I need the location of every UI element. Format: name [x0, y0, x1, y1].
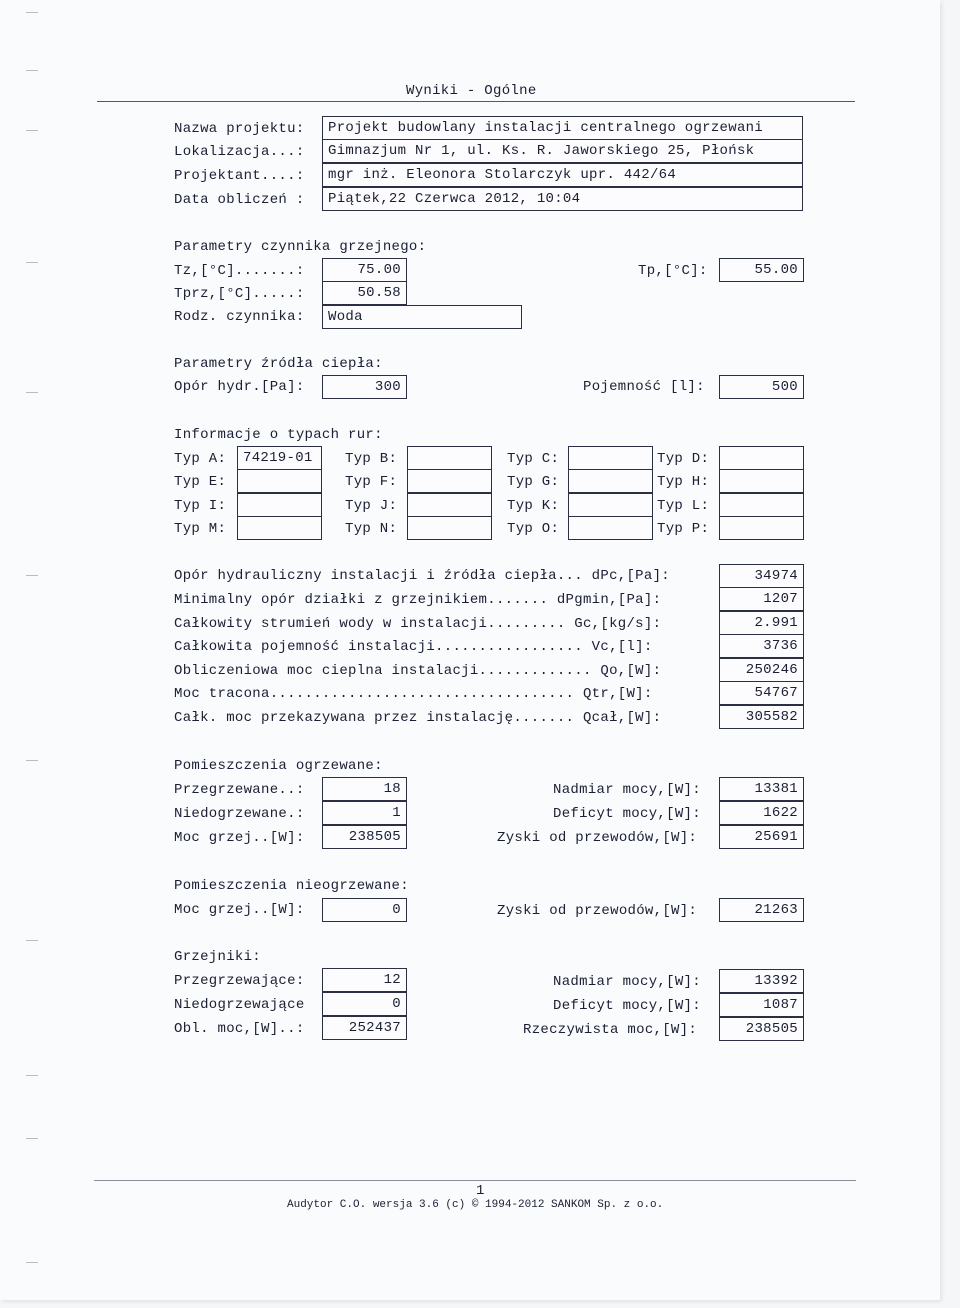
unheated-heading: Pomieszczenia nieogrzewane:	[174, 878, 409, 894]
pipe-type-field	[719, 446, 804, 470]
radiators-value: 252437	[322, 1016, 407, 1040]
calc-date-label: Data obliczeń :	[174, 192, 305, 208]
pipe-type-label: Typ P:	[657, 521, 710, 537]
margin-mark	[26, 575, 38, 576]
source-heading: Parametry źródła ciepła:	[174, 356, 383, 372]
result-value: 1207	[719, 587, 804, 611]
pipe-type-field	[568, 516, 653, 540]
heated-right-label: Deficyt mocy,[W]:	[553, 806, 701, 822]
heated-value: 1	[322, 801, 407, 825]
title-divider	[97, 101, 855, 102]
pipe-type-field	[237, 516, 322, 540]
pipe-type-label: Typ L:	[657, 498, 710, 514]
heated-right-value: 1622	[719, 801, 804, 825]
pipe-type-label: Typ B:	[345, 451, 398, 467]
pipe-type-label: Typ C:	[507, 451, 560, 467]
radiators-label: Przegrzewające:	[174, 973, 305, 989]
pipe-type-field	[407, 446, 492, 470]
pipe-type-label: Typ N:	[345, 521, 398, 537]
project-location-label: Lokalizacja...:	[174, 144, 305, 160]
project-location-field: Gimnazjum Nr 1, ul. Ks. R. Jaworskiego 25, Płońsk	[322, 139, 803, 163]
result-label: Całk. moc przekazywana przez instalację....... Qcał,[W]:	[174, 710, 662, 726]
radiators-right-label: Deficyt mocy,[W]:	[553, 998, 701, 1014]
radiators-value: 12	[322, 968, 407, 992]
radiators-right-label: Nadmiar mocy,[W]:	[553, 974, 701, 990]
software-credit: Audytor C.O. wersja 3.6 (c) © 1994-2012 SANKOM Sp. z o.o.	[287, 1199, 664, 1211]
pipe-type-field	[407, 469, 492, 493]
margin-mark	[26, 1138, 38, 1139]
pipe-type-field	[719, 516, 804, 540]
pipe-type-label: Typ D:	[657, 451, 710, 467]
margin-mark	[26, 262, 38, 263]
pipe-type-field: 74219-01	[237, 446, 322, 470]
heated-right-label: Nadmiar mocy,[W]:	[553, 782, 701, 798]
project-designer-label: Projektant....:	[174, 168, 305, 184]
margin-mark	[26, 1262, 38, 1263]
pipe-type-label: Typ F:	[345, 474, 398, 490]
result-label: Minimalny opór działki z grzejnikiem....... dPgmin,[Pa]:	[174, 592, 662, 608]
source-capacity-label: Pojemność [l]:	[583, 379, 705, 395]
pipe-type-label: Typ I:	[174, 498, 227, 514]
margin-mark	[26, 70, 38, 71]
source-capacity-field: 500	[719, 375, 804, 399]
heated-label: Przegrzewane..:	[174, 782, 305, 798]
result-value: 305582	[719, 705, 804, 729]
result-value: 2.991	[719, 611, 804, 635]
result-value: 250246	[719, 658, 804, 682]
page-title: Wyniki - Ogólne	[406, 83, 537, 99]
margin-mark	[26, 130, 38, 131]
pipe-type-field	[407, 516, 492, 540]
source-resistance-label: Opór hydr.[Pa]:	[174, 379, 305, 395]
radiators-right-value: 1087	[719, 993, 804, 1017]
unheated-power-field: 0	[322, 898, 407, 922]
radiators-label: Niedogrzewające	[174, 997, 305, 1013]
result-label: Całkowity strumień wody w instalacji......... Gc,[kg/s]:	[174, 616, 662, 632]
source-resistance-field: 300	[322, 375, 407, 399]
margin-mark	[26, 12, 38, 13]
pipe-type-field	[719, 469, 804, 493]
project-designer-field: mgr inż. Eleonora Stolarczyk upr. 442/64	[322, 163, 803, 187]
medium-type-label: Rodz. czynnika:	[174, 309, 305, 325]
unheated-power-label: Moc grzej..[W]:	[174, 902, 305, 918]
pipe-type-field	[407, 493, 492, 517]
project-name-label: Nazwa projektu:	[174, 121, 305, 137]
pipe-type-label: Typ G:	[507, 474, 560, 490]
radiators-heading: Grzejniki:	[174, 949, 262, 965]
margin-mark	[26, 940, 38, 941]
unheated-gains-field: 21263	[719, 898, 804, 922]
unheated-gains-label: Zyski od przewodów,[W]:	[497, 903, 698, 919]
heated-label: Niedogrzewane.:	[174, 806, 305, 822]
result-value: 3736	[719, 634, 804, 658]
heated-value: 238505	[322, 825, 407, 849]
result-value: 54767	[719, 681, 804, 705]
tz-label: Tz,[°C].......:	[174, 263, 305, 279]
pipe-type-label: Typ J:	[345, 498, 398, 514]
radiators-label: Obl. moc,[W]..:	[174, 1021, 305, 1037]
calc-date-field: Piątek,22 Czerwca 2012, 10:04	[322, 187, 803, 211]
heated-heading: Pomieszczenia ogrzewane:	[174, 758, 383, 774]
radiators-right-label: Rzeczywista moc,[W]:	[523, 1022, 698, 1038]
result-label: Opór hydrauliczny instalacji i źródła ciepła... dPc,[Pa]:	[174, 568, 670, 584]
tp-label: Tp,[°C]:	[638, 263, 708, 279]
pipe-type-label: Typ E:	[174, 474, 227, 490]
pipes-heading: Informacje o typach rur:	[174, 427, 383, 443]
pipe-type-field	[568, 493, 653, 517]
tprz-field: 50.58	[322, 281, 407, 305]
heated-value: 18	[322, 777, 407, 801]
pipe-type-label: Typ M:	[174, 521, 227, 537]
heated-right-value: 13381	[719, 777, 804, 801]
heated-right-label: Zyski od przewodów,[W]:	[497, 830, 698, 846]
tz-field: 75.00	[322, 258, 407, 282]
pipe-type-field	[237, 469, 322, 493]
result-value: 34974	[719, 564, 804, 588]
tp-field: 55.00	[719, 258, 804, 282]
pipe-type-label: Typ H:	[657, 474, 710, 490]
pipe-type-label: Typ K:	[507, 498, 560, 514]
footer-divider	[94, 1180, 856, 1181]
pipe-type-field	[719, 493, 804, 517]
pipe-type-field	[237, 493, 322, 517]
project-name-field: Projekt budowlany instalacji centralnego ogrzewani	[322, 116, 803, 140]
pipe-type-label: Typ O:	[507, 521, 560, 537]
radiators-right-value: 238505	[719, 1017, 804, 1041]
result-label: Obliczeniowa moc cieplna instalacji............. Qo,[W]:	[174, 663, 662, 679]
heated-right-value: 25691	[719, 825, 804, 849]
result-label: Moc tracona................................... Qtr,[W]:	[174, 686, 653, 702]
page-number: 1	[476, 1183, 485, 1199]
result-label: Całkowita pojemność instalacji................. Vc,[l]:	[174, 639, 653, 655]
tprz-label: Tprz,[°C].....:	[174, 286, 305, 302]
margin-mark	[26, 392, 38, 393]
radiators-right-value: 13392	[719, 969, 804, 993]
margin-mark	[26, 1075, 38, 1076]
medium-heading: Parametry czynnika grzejnego:	[174, 239, 427, 255]
pipe-type-field	[568, 469, 653, 493]
heated-label: Moc grzej..[W]:	[174, 830, 305, 846]
pipe-type-label: Typ A:	[174, 451, 227, 467]
margin-mark	[26, 760, 38, 761]
pipe-type-field	[568, 446, 653, 470]
medium-type-field: Woda	[322, 305, 522, 329]
radiators-value: 0	[322, 992, 407, 1016]
